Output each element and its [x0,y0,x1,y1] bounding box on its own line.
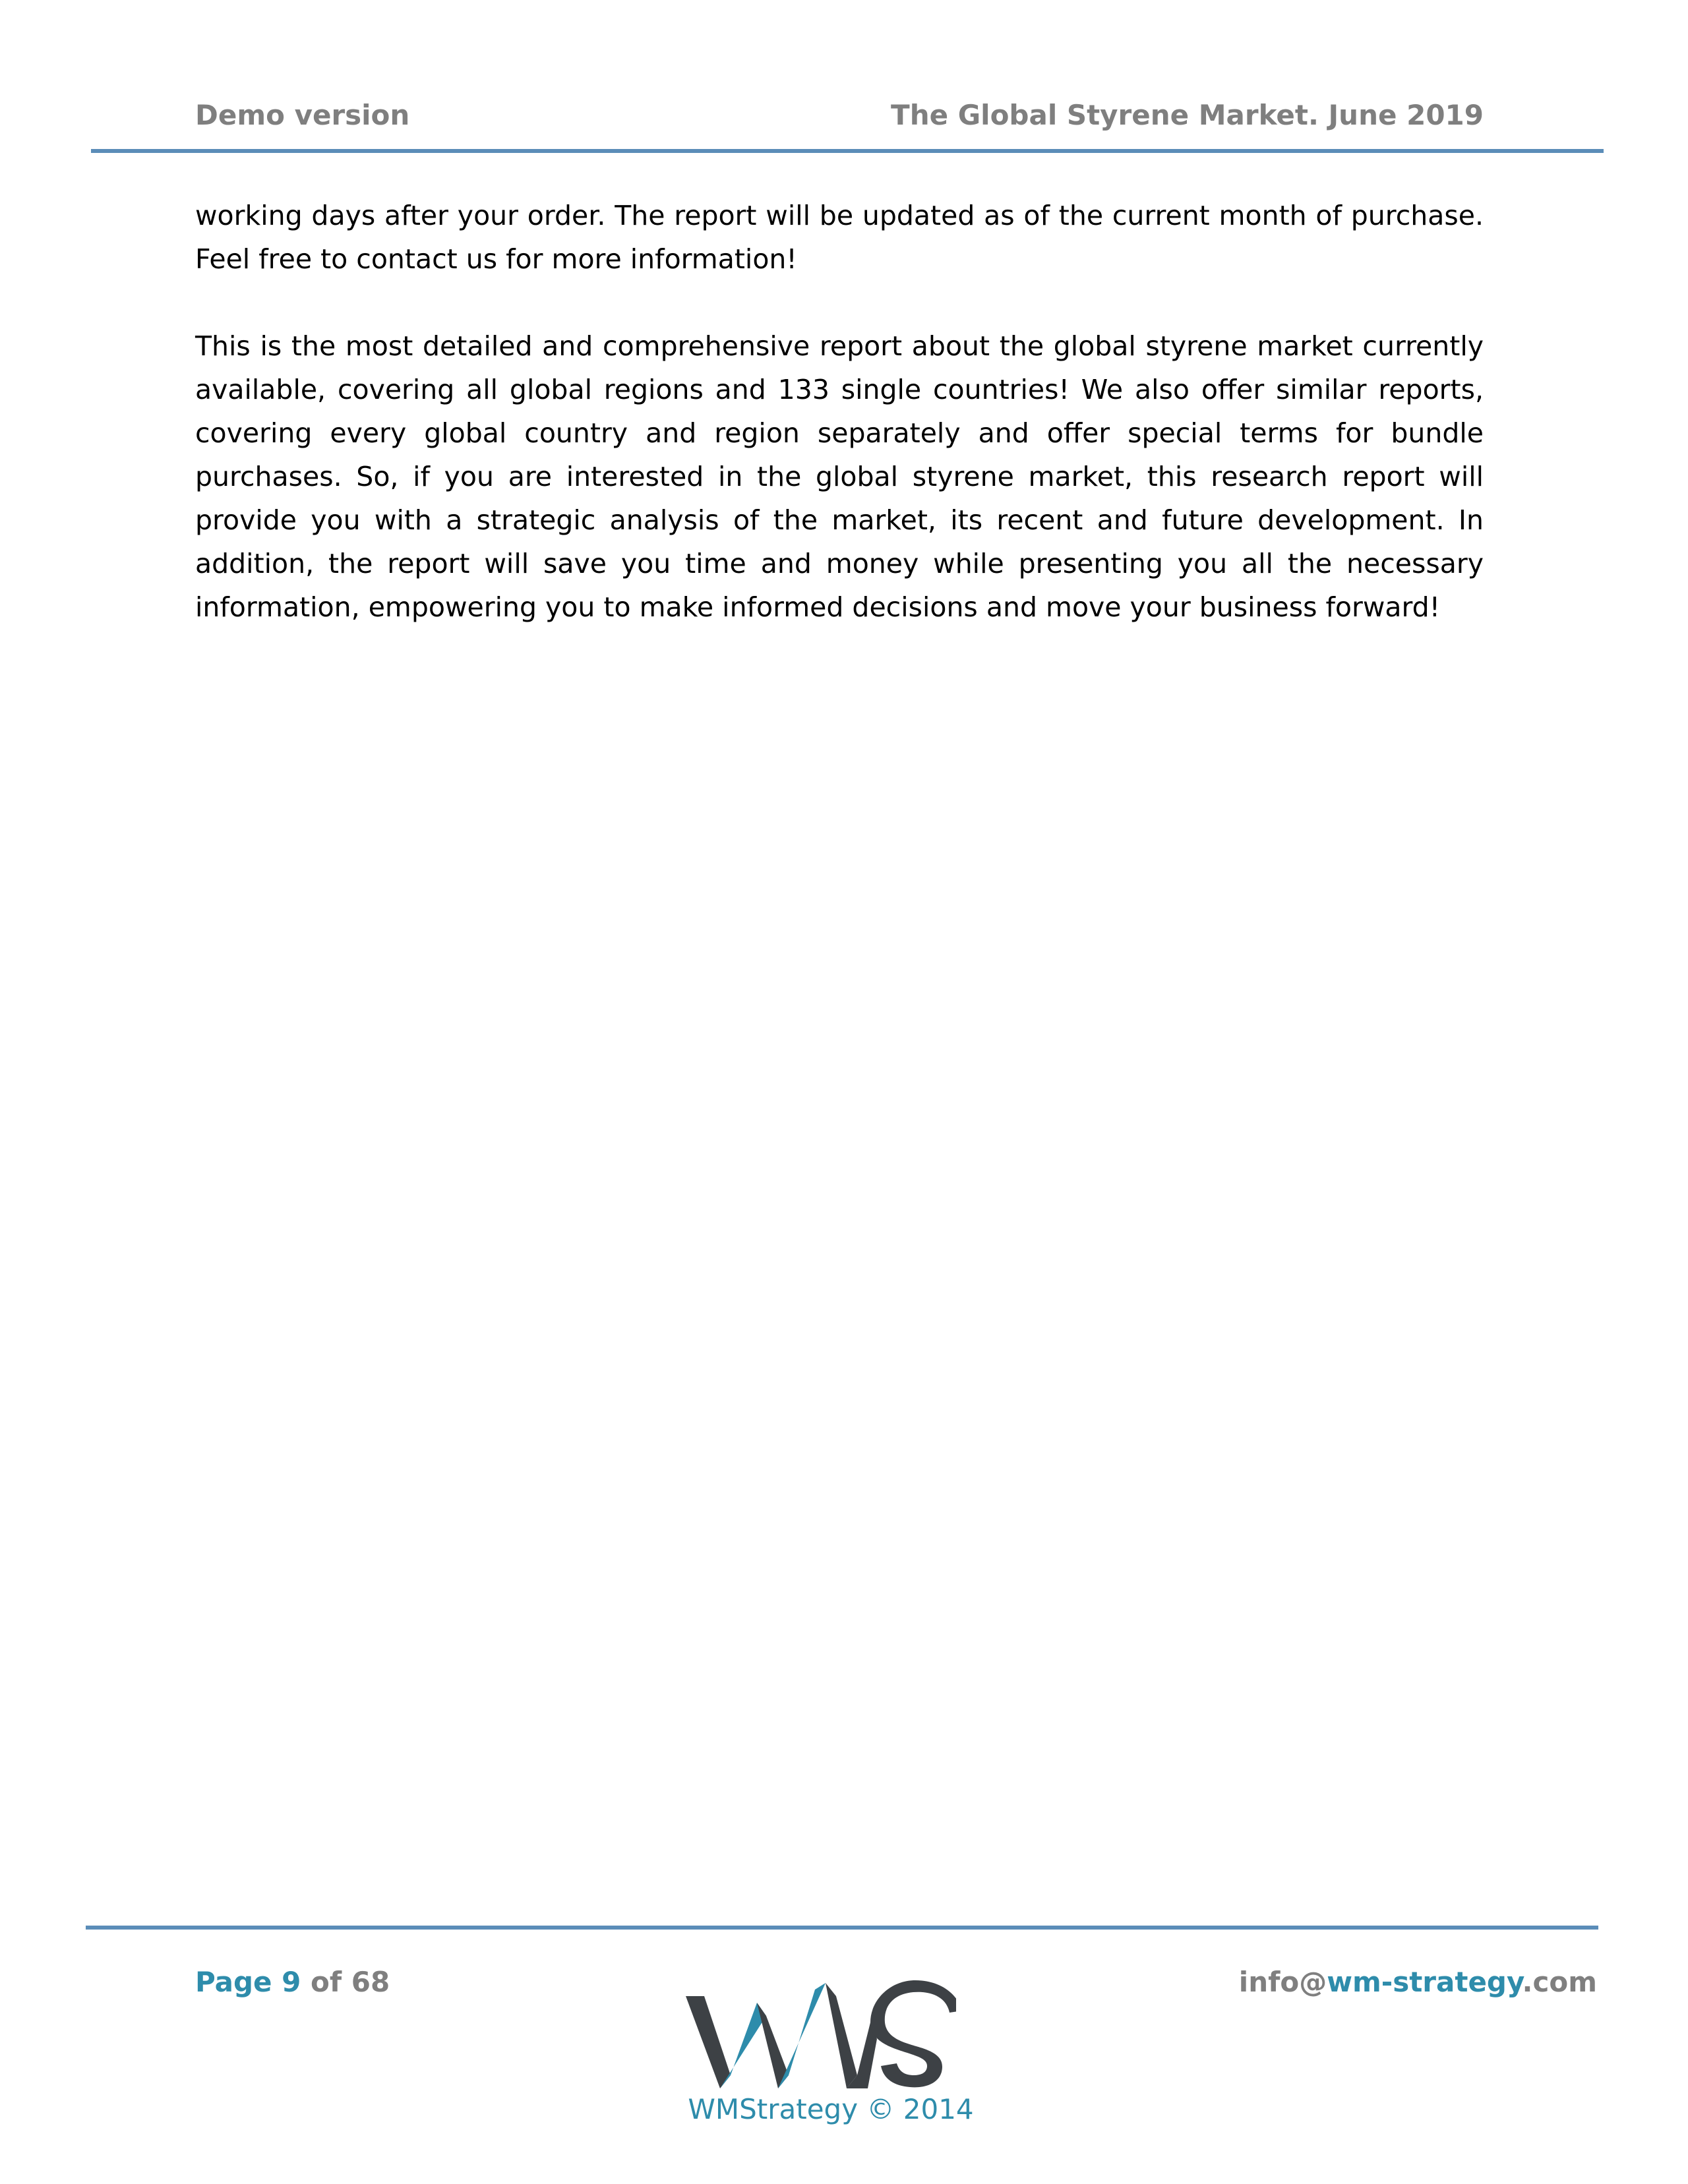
logo-m-left [778,1983,826,2088]
email-tld: .com [1522,1966,1597,1998]
page-header [195,99,1484,138]
logo-w-left [686,1996,731,2088]
page-word: Page [195,1966,272,1998]
email-domain: wm-strategy [1327,1966,1522,1998]
footer-divider [86,1926,1598,1930]
wms-logo-icon [686,1976,956,2095]
logo-m-mid [826,1983,857,2088]
page-counter [195,1966,390,1998]
header-demo-label: Demo version [195,99,410,131]
email-user: info@ [1238,1966,1327,1998]
logo-s [870,1980,956,2087]
main-content [195,194,1484,629]
contact-email[interactable] [1239,1966,1597,1998]
header-report-title: The Global Styrene Market. June 2019 [891,99,1484,131]
page-total: of 68 [311,1966,390,1998]
paragraph-order-info: working days after your order. The report will be updated as of the current month of purchase. Feel free to contact us for more information! [195,200,1484,275]
paragraph-report-description: This is the most detailed and comprehensive report about the global styrene market currently available, covering all global regions and 133 single countries! We also offer similar reports, covering every global country and region separately and offer special terms for bundle purchases. So, if you are interested in the global styrene market, this research report will provide you with a strategic analysis of the market, its recent and future development. In addition, the report will save you time and money while presenting you all the necessary information, empowering you to make informed decisions and move your business forward! [195,330,1484,623]
page-number: 9 [282,1966,301,1998]
logo-caption: WMStrategy © 2014 [688,2093,974,2125]
header-divider [91,149,1604,153]
